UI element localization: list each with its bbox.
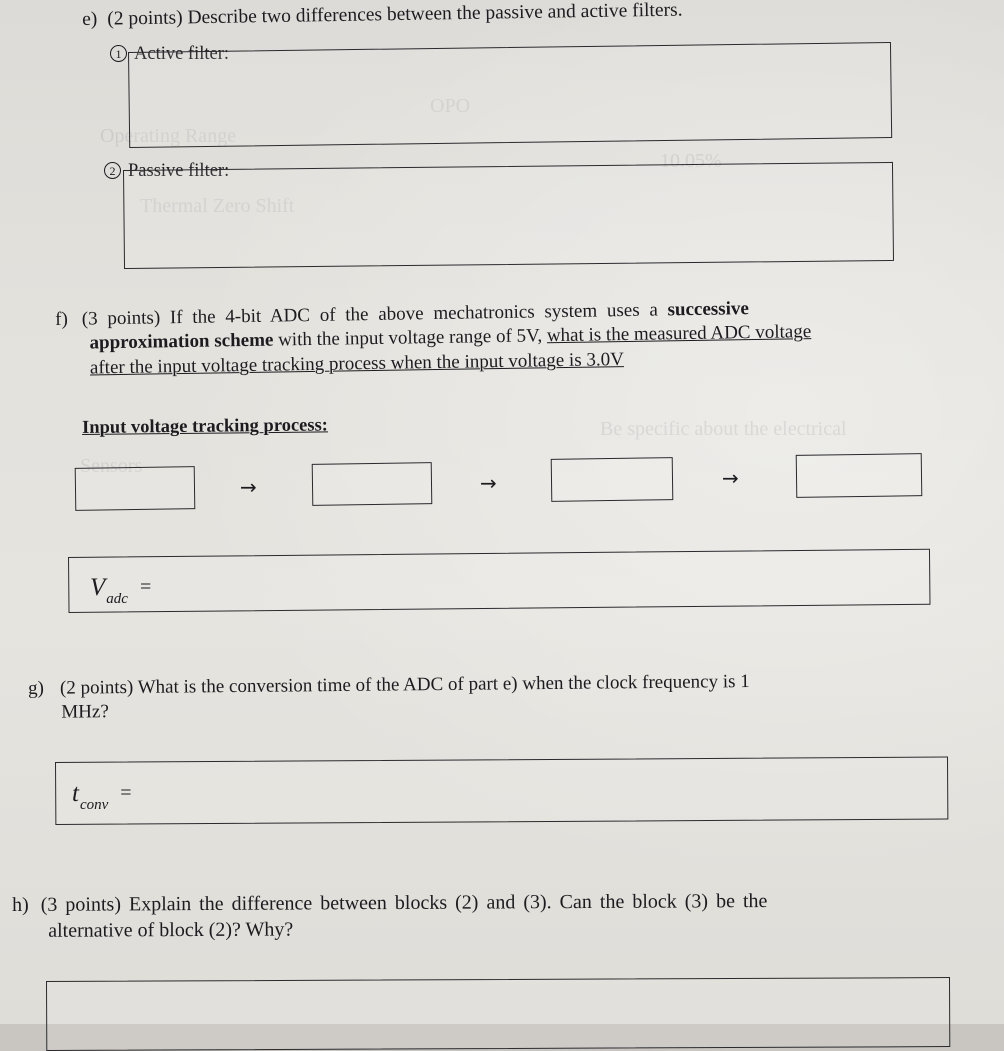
question-e-label: e) xyxy=(82,8,98,30)
question-g xyxy=(28,668,938,725)
question-g-label: g) xyxy=(28,677,45,699)
question-h xyxy=(12,888,962,944)
bleed-through-text: Thermal Zero Shift xyxy=(140,195,295,217)
passive-filter-answer-box[interactable] xyxy=(123,162,894,269)
circled-number-1: 1 xyxy=(110,45,127,62)
question-f-label: f) xyxy=(55,308,69,330)
bleed-through-text: Sensors xyxy=(80,455,143,477)
arrow-right-icon: → xyxy=(722,466,739,490)
question-h-line2: alternative of block (2)? Why? xyxy=(48,918,294,942)
question-h-line1: (3 points) Explain the difference between blocks (2) and (3). Can the block (3) be the xyxy=(40,890,768,916)
question-f-line2-bold: approximation scheme xyxy=(89,329,274,354)
question-f-line1-bold: successive xyxy=(667,298,749,321)
circled-number-2: 2 xyxy=(104,162,121,179)
question-f-line3-underline: after the input voltage tracking process when the input voltage is 3.0V xyxy=(89,348,625,379)
tconv-formula xyxy=(72,780,132,814)
bleed-through-text: Operating Range xyxy=(100,125,237,147)
question-h-label: h) xyxy=(12,893,29,916)
passive-filter-text: Passive filter: xyxy=(128,161,230,181)
vadc-equals: = xyxy=(139,576,152,598)
tracking-step-4-box[interactable] xyxy=(796,453,923,498)
tracking-step-2-box[interactable] xyxy=(312,462,433,506)
bleed-through-text: OPO xyxy=(430,95,471,117)
vadc-symbol: V xyxy=(90,574,106,601)
question-h-answer-box[interactable] xyxy=(46,977,950,1051)
vadc-answer-box[interactable] xyxy=(68,549,930,613)
active-filter-answer-box[interactable] xyxy=(128,42,892,148)
question-f-line1-text: (3 points) If the 4-bit ADC of the above mechatronics system uses a xyxy=(81,299,668,330)
question-f-line2-underline: what is the measured ADC voltage xyxy=(546,321,812,347)
bleed-through-text: 10.05% xyxy=(660,150,722,172)
vadc-formula xyxy=(90,574,151,608)
bleed-through-text: Be specific about the electrical xyxy=(600,418,847,440)
question-g-line1: (2 points) What is the conversion time of the ADC of part e) when the clock frequency is 1 xyxy=(59,671,750,699)
tracking-step-1-box[interactable] xyxy=(75,466,196,511)
question-g-line2: MHz? xyxy=(61,701,109,723)
tconv-subscript: conv xyxy=(79,797,109,813)
tconv-equals: = xyxy=(120,782,132,804)
vadc-subscript: adc xyxy=(106,591,128,607)
question-e xyxy=(82,0,683,33)
active-filter-text: Active filter: xyxy=(134,44,230,64)
tconv-answer-box[interactable] xyxy=(55,757,948,825)
arrow-right-icon: → xyxy=(240,475,257,499)
question-f xyxy=(55,294,916,380)
question-e-text: (2 points) Describe two differences between the passive and active filters. xyxy=(107,0,683,30)
tracking-process-heading: Input voltage tracking process: xyxy=(82,415,329,438)
tracking-step-3-box[interactable] xyxy=(551,457,674,502)
question-f-line2-text: with the input voltage range of 5V, xyxy=(273,325,548,351)
tconv-symbol: t xyxy=(72,780,79,807)
arrow-right-icon: → xyxy=(480,471,497,495)
